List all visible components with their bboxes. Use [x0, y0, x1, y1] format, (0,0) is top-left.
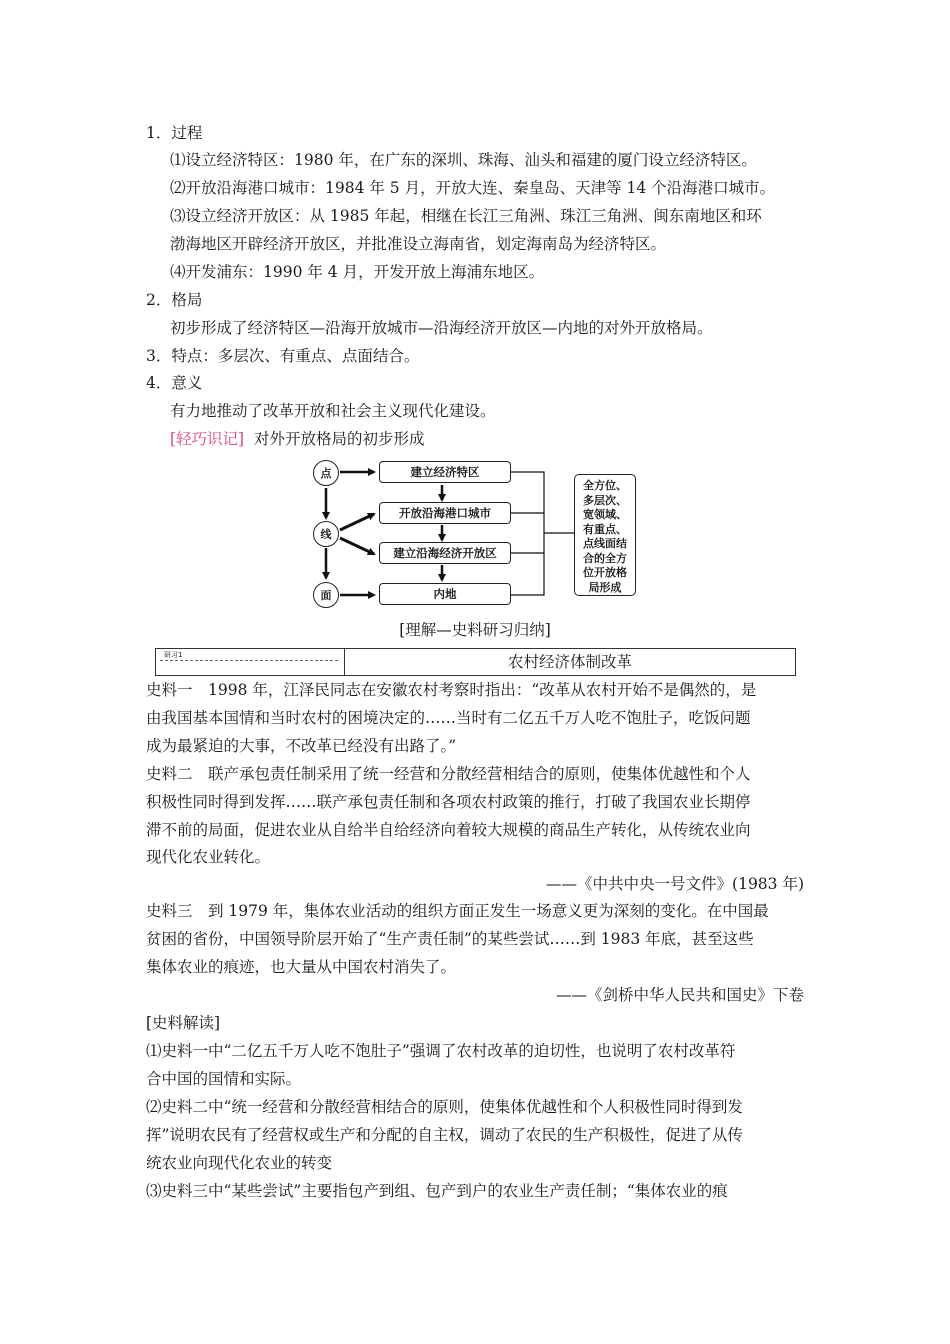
- pattern-text: 初步形成了经济特区—沿海开放城市—沿海经济开放区—内地的对外开放格局。: [170, 319, 713, 337]
- result-line: 多层次、: [583, 493, 627, 507]
- study-section-header: [理解—史料研习归纳]: [399, 621, 551, 639]
- box-inland: 内地: [379, 583, 511, 605]
- face-node: 面: [313, 582, 339, 608]
- source2-line: 史料二 联产承包责任制采用了统一经营和分散经营相结合的原则，使集体优越性和个人: [146, 765, 751, 783]
- tag-divider: [160, 660, 338, 661]
- result-line: 合的全方: [583, 551, 627, 565]
- result-line: 宽领域、: [583, 508, 627, 521]
- study-topic-title: 农村经济体制改革: [507, 653, 632, 671]
- source3-citation: ——《剑桥中华人民共和国史》下卷: [555, 986, 804, 1004]
- reading-line: 合中国的国情和实际。: [146, 1070, 302, 1088]
- section-title-pattern: 2．格局: [146, 291, 203, 309]
- source2-citation: ——《中共中央一号文件》(1983 年): [546, 875, 804, 893]
- reading-line: ⑵史料二中“统一经营和分散经营相结合的原则，使集体优越性和个人积极性同时得到发: [146, 1098, 743, 1116]
- result-line: 点线面结: [583, 537, 627, 550]
- source1-line: 史料一 1998 年，江泽民同志在安徽农村考察时指出：“改革从农村开始不是偶然的，是: [146, 681, 757, 699]
- source3-line: 史料三 到 1979 年，集体农业活动的组织方面正发生一场意义更为深刻的变化。在中国最: [146, 902, 769, 920]
- reading-line: 挥”说明农民有了经营权或生产和分配的自主权，调动了农民的生产积极性，促进了从传: [146, 1126, 743, 1144]
- significance-text: 有力地推动了改革开放和社会主义现代化建设。: [170, 402, 496, 420]
- opening-pattern-diagram: [312, 458, 642, 608]
- source1-line: 由我国基本国情和当时农村的困境决定的……当时有二亿五千万人吃不饱肚子，吃饭问题: [146, 709, 751, 727]
- process-item-3-line2: 渤海地区开辟经济开放区，并批准设立海南省，划定海南岛为经济特区。: [170, 235, 667, 253]
- process-item-1: ⑴设立经济特区：1980 年，在广东的深圳、珠海、汕头和福建的厦门设立经济特区。: [170, 151, 757, 169]
- section-title-significance: 4．意义: [146, 374, 203, 392]
- features-text: 3．特点：多层次、有重点、点面结合。: [146, 347, 420, 365]
- box-special-zones: 建立经济特区: [379, 461, 511, 483]
- memo-heading: [170, 429, 424, 449]
- memo-title: 对外开放格局的初步形成: [253, 430, 425, 448]
- pattern-result-box: [574, 474, 636, 596]
- reading-title: [史料解读]: [146, 1014, 221, 1032]
- source1-line: 成为最紧迫的大事，不改革已经没有出路了。”: [146, 737, 457, 755]
- process-item-3-line1: ⑶设立经济开放区：从 1985 年起，相继在长江三角洲、珠江三角洲、闽东南地区和环: [170, 207, 762, 225]
- line-node: 线: [313, 521, 339, 547]
- source2-line: 滞不前的局面，促进农业从自给半自给经济向着较大规模的商品生产转化，从传统农业向: [146, 821, 751, 839]
- section-title-process: 1．过程: [146, 124, 203, 142]
- result-line: 局形成: [588, 580, 622, 594]
- source3-line: 集体农业的痕迹，也大量从中国农村消失了。: [146, 958, 457, 976]
- box-coastal-ports: 开放沿海港口城市: [379, 502, 511, 524]
- source2-line: 积极性同时得到发挥……联产承包责任制和各项农村政策的推行，打破了我国农业长期停: [146, 793, 751, 811]
- dot-node: 点: [313, 460, 339, 486]
- box-coastal-zones: 建立沿海经济开放区: [379, 542, 511, 564]
- result-line: 全方位、: [583, 479, 627, 492]
- study-tag: 研习1: [164, 651, 183, 659]
- study-topic-table: [155, 648, 796, 676]
- process-item-4: ⑷开发浦东：1990 年 4 月，开发开放上海浦东地区。: [170, 263, 545, 281]
- source3-line: 贫困的省份，中国领导阶层开始了“生产责任制”的某些尝试……到 1983 年底，甚至这些: [146, 930, 754, 948]
- result-line: 位开放格: [583, 566, 627, 579]
- reading-line: ⑴史料一中“二亿五千万人吃不饱肚子”强调了农村改革的迫切性，也说明了农村改革符: [146, 1042, 736, 1060]
- memo-tag: [轻巧识记]: [170, 430, 245, 448]
- source2-line: 现代化农业转化。: [146, 848, 271, 866]
- reading-line: 统农业向现代化农业的转变: [146, 1154, 333, 1172]
- result-line: 有重点、: [583, 522, 627, 536]
- process-item-2: ⑵开放沿海港口城市：1984 年 5 月，开放大连、秦皇岛、天津等 14 个沿海港口城市。: [170, 179, 776, 197]
- reading-line: ⑶史料三中“某些尝试”主要指包产到组、包产到户的农业生产责任制；“集体农业的痕: [146, 1182, 728, 1200]
- study-tag-cell: [156, 649, 345, 675]
